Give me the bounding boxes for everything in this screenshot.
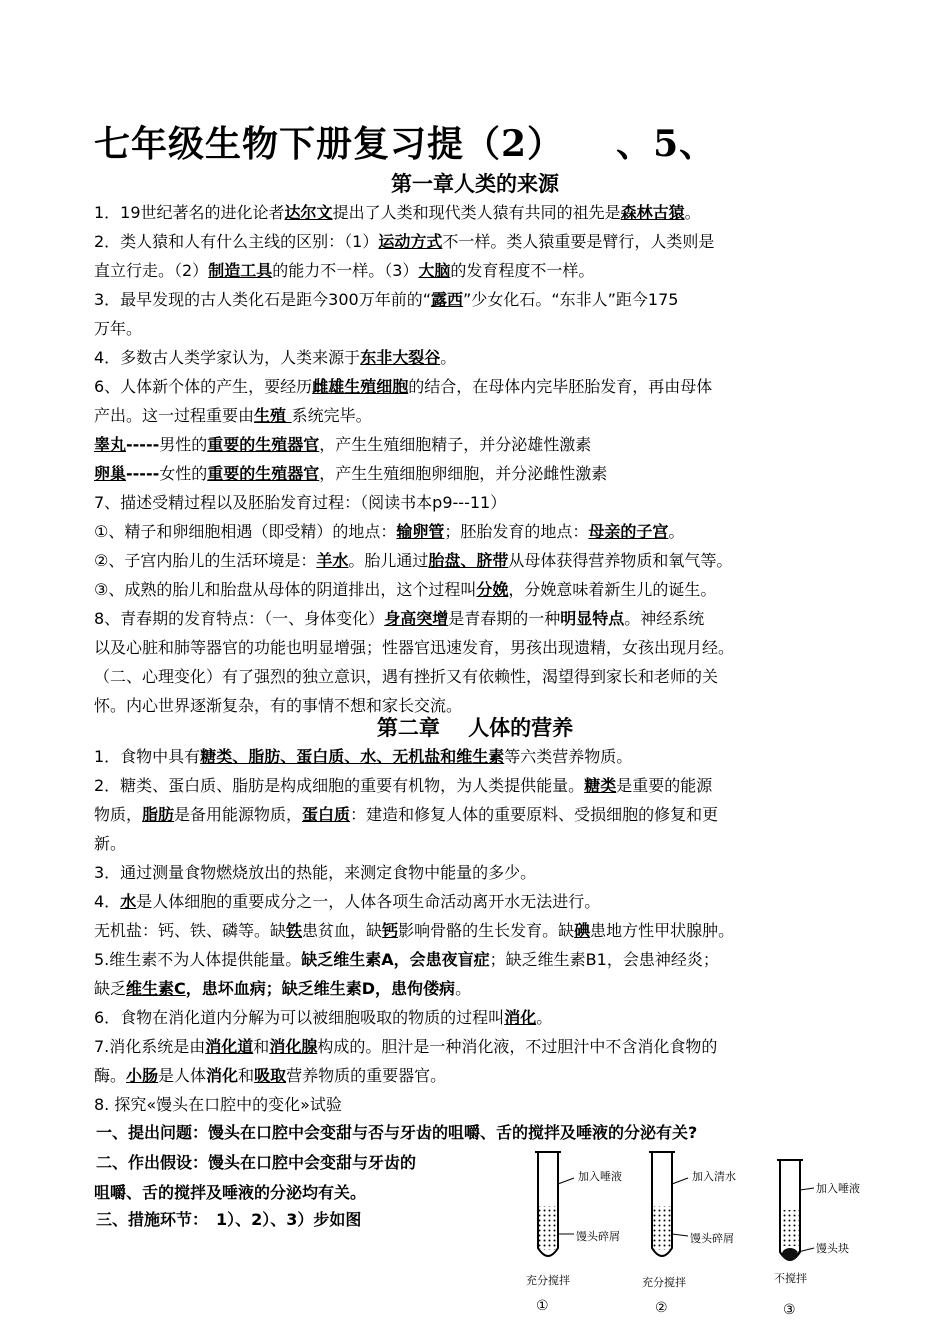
text-segment: 万年。 [94,319,143,338]
key-term: 运动方式 [378,232,443,251]
chapter1-line [94,314,864,343]
text-segment: 。 [455,979,472,998]
text-segment: 2．类人猿和人有什么主线的区别：（1） [94,232,379,251]
emphasis-text: 消化 [206,1066,239,1085]
text-segment: 不一样。类人猿重要是臂行，人类则是 [442,232,715,251]
text-segment: （二、心理变化）有了强烈的独立意识，遇有挫折又有依赖性，渴望得到家长和老师的关 [94,667,719,686]
text-segment: 以及心脏和肺等器官的功能也明显增强；性器官迅速发育，男孩出现遗精，女孩出现月经。 [94,638,735,657]
chapter2-line [94,829,864,858]
chapter1-line [94,546,864,575]
text-segment: 8、青春期的发育特点：（一、身体变化） [94,609,385,628]
chapter1-line [94,401,864,430]
chapter1-body [94,198,864,720]
key-term: 卵巢 [94,464,127,483]
key-term: 消化腺 [269,1037,318,1056]
chapter2-line [94,1032,864,1061]
text-segment: 1．19世纪著名的进化论者 [94,203,285,222]
chapter1-line [94,517,864,546]
text-segment: 是重要的能源 [616,776,713,795]
text-segment: 7、描述受精过程以及胚胎发育过程：（阅读书本p9---11） [94,493,507,512]
tube-1-number: ① [536,1298,549,1314]
chapter1-line [94,662,864,691]
tube-1-content-label: 馒头碎屑 [576,1230,620,1243]
chapter1-line [94,285,864,314]
text-segment: 系统完毕。 [291,406,372,425]
tube-1-add-label: 加入唾液 [578,1170,622,1183]
chapter1-line [94,372,864,401]
text-segment: 酶。 [94,1066,127,1085]
text-segment: 等六类营养物质。 [504,747,633,766]
tube-3-action-label: 不搅拌 [774,1272,807,1285]
text-segment: 营养物质的重要器官。 [286,1066,447,1085]
text-segment: 的发育程度不一样。 [450,261,595,280]
experiment-question: 一、提出问题：馒头在口腔中会变甜与否与牙齿的咀嚼、舌的搅拌及唾液的分泌有关? [96,1123,698,1142]
key-term: 糖类 [584,776,617,795]
key-term: 铁 [286,921,303,940]
key-term: 露西 [431,290,464,309]
key-term: 母亲的子宫 [588,522,669,541]
text-segment: 6、人体新个体的产生，要经历 [94,377,313,396]
experiment-hypothesis-2: 咀嚼、舌的搅拌及唾液的分泌均有关。 [94,1183,367,1202]
text-segment: 5.维生素不为人体提供能量。 [94,950,302,969]
text-segment: 1．食物中具有 [94,747,201,766]
test-tube-3 [774,1160,860,1318]
chapter2-line [94,974,864,1003]
chapter2-line [94,800,864,829]
title-main: 七年级生物下册复习提（2） [94,123,565,165]
text-segment: 物质， [94,805,143,824]
chapter2-body [94,742,864,1119]
text-segment: 。 [536,1008,553,1027]
key-term: 大脑 [418,261,451,280]
key-term: 分娩 [476,580,509,599]
chapter1-line [94,459,864,488]
text-segment: 是备用能源物质， [174,805,303,824]
emphasis-text: 缺乏维生素A，会患夜盲症 [301,950,490,969]
key-term: 胎盘、脐带 [428,551,509,570]
text-segment: 和 [253,1037,270,1056]
text-segment: 。 [684,203,701,222]
text-segment: 产出。这一过程重要由 [94,406,255,425]
key-term: 身高突增 [384,609,449,628]
chapter2-line [94,1061,864,1090]
chapter2-line [94,887,864,916]
chapter1-line [94,488,864,517]
emphasis-text: 明显特点 [560,609,625,628]
key-term: 糖类、脂肪、蛋白质、水、无机盐和维生素 [200,747,505,766]
text-segment: 患贫血，缺 [302,921,383,940]
chapter1-title: 第一章人类的来源 [391,171,559,196]
key-term: 碘 [574,921,591,940]
test-tube-figure [522,1148,862,1328]
tube-2-number: ② [655,1300,668,1316]
chapter1-line [94,256,864,285]
text-segment: 患地方性甲状腺肿。 [590,921,735,940]
tube-1-action-label: 充分搅拌 [526,1274,570,1287]
text-segment: 的结合，在母体内完毕胚胎发育，再由母体 [408,377,713,396]
tube-2-content-label: 馒头碎屑 [690,1232,734,1245]
text-segment: 是青春期的一种 [448,609,561,628]
tube-3-contents [781,1210,799,1246]
key-term: 脂肪 [142,805,175,824]
title-suffix: 、5、 [616,123,717,165]
text-segment: 4． [94,892,121,911]
key-term: 达尔文 [284,203,333,222]
tube-2-contents [653,1206,671,1250]
text-segment: 缺乏 [94,979,127,998]
text-segment: 是人体 [158,1066,207,1085]
key-term: 蛋白质 [302,805,351,824]
text-segment: 男性的 [159,435,208,454]
text-segment: ②、子宫内胎儿的生活环境是： [94,551,317,570]
text-segment: 8. 探究«馒头在口腔中的变化»试验 [94,1095,342,1114]
test-tube-1 [526,1152,622,1314]
chapter2-line [94,742,864,771]
chapter2-title: 第二章 人体的营养 [376,715,574,740]
chapter2-line [94,858,864,887]
key-term: 消化 [504,1008,537,1027]
text-segment: ：建造和修复人体的重要原料、受损细胞的修复和更 [350,805,719,824]
chapter1-line [94,227,864,256]
test-tube-2 [642,1152,736,1316]
tube-1-contents [539,1206,557,1250]
text-segment: 和 [238,1066,255,1085]
text-segment: 7.消化系统是由 [94,1037,206,1056]
key-term: 制造工具 [208,261,273,280]
text-segment: 。 [440,348,457,367]
text-segment: 2．糖类、蛋白质、脂肪是构成细胞的重要有机物，为人类提供能量。 [94,776,585,795]
chapter2-line [94,1090,864,1119]
text-segment: ，产生生殖细胞精子，并分泌雄性激素 [319,435,592,454]
chapter1-line [94,198,864,227]
text-segment: 3．通过测量食物燃烧放出的热能，来测定食物中能量的多少。 [94,863,537,882]
tube-2-add-label: 加入清水 [692,1170,736,1183]
key-term: 消化道 [205,1037,254,1056]
text-segment: ①、精子和卵细胞相遇（即受精）的地点： [94,522,397,541]
chapter1-line [94,343,864,372]
text-segment: 提出了人类和现代类人猿有共同的祖先是 [332,203,621,222]
chapter1-line [94,430,864,459]
experiment-steps: 三、措施环节： 1）、2）、3）步如图 [96,1210,362,1229]
tube-3-content-label: 馒头块 [816,1242,849,1255]
text-segment: 怀。内心世界逐渐复杂，有的事情不想和家长交流。 [94,696,463,715]
text-segment: 。 [668,522,685,541]
text-segment: ；胚胎发育的地点： [444,522,589,541]
key-term: 重要的生殖器官 [207,435,320,454]
text-segment: 6．食物在消化道内分解为可以被细胞吸取的物质的过程叫 [94,1008,505,1027]
tube-3-bread-lump [782,1248,798,1260]
key-term: 输卵管 [396,522,445,541]
key-term: 重要的生殖器官 [207,464,320,483]
experiment-hypothesis-1: 二、作出假设：馒头在口腔中会变甜与牙齿的 [96,1153,417,1172]
key-term: 森林古猿 [620,203,685,222]
text-segment: 影响骨骼的生长发育。缺 [398,921,575,940]
chapter2-line [94,771,864,800]
text-segment: ，分娩意味着新生儿的诞生。 [508,580,717,599]
chapter2-line [94,945,864,974]
text-segment: 4．多数古人类学家认为，人类来源于 [94,348,361,367]
text-segment: ；缺乏维生素B1，会患神经炎； [489,950,719,969]
key-term: 水 [120,892,137,911]
tube-3-number: ③ [783,1302,796,1318]
key-term: 钙 [382,921,399,940]
text-segment: 直立行走。（2） [94,261,209,280]
text-segment: 的能力不一样。（3） [272,261,419,280]
key-term: 小肠 [126,1066,159,1085]
key-term: 生殖 [254,406,292,425]
text-segment: 无机盐：钙、铁、磷等。缺 [94,921,287,940]
emphasis-text: ，患坏血病；缺乏维生素D，患佝偻病 [185,979,456,998]
tube-2-action-label: 充分搅拌 [642,1276,686,1289]
key-term: 维生素C [126,979,186,998]
key-term: 羊水 [316,551,349,570]
text-segment: ，产生生殖细胞卵细胞，并分泌雌性激素 [319,464,608,483]
chapter1-line [94,604,864,633]
text-segment: ③、成熟的胎儿和胎盘从母体的阴道排出，这个过程叫 [94,580,477,599]
chapter2-line [94,916,864,945]
key-term: 吸取 [254,1066,287,1085]
text-segment: 新。 [94,834,127,853]
chapter1-line [94,633,864,662]
text-segment: ”少女化石。“东非人”距今175 [463,290,679,309]
document-title [94,116,716,167]
text-segment: 。胎儿通过 [348,551,429,570]
text-segment: 构成的。胆汁是一种消化液，不过胆汁中不含消化食物的 [317,1037,718,1056]
key-term: 东非大裂谷 [360,348,441,367]
emphasis-text: ----- [126,435,160,454]
text-segment: 。神经系统 [624,609,705,628]
text-segment: 从母体获得营养物质和氧气等。 [508,551,733,570]
text-segment: 3．最早发现的古人类化石是距今300万年前的“ [94,290,432,309]
text-segment: 女性的 [159,464,208,483]
key-term: 雌雄生殖细胞 [312,377,409,396]
tube-3-add-label: 加入唾液 [816,1182,860,1195]
chapter2-line [94,1003,864,1032]
key-term: 睾丸 [94,435,127,454]
chapter1-line [94,575,864,604]
text-segment: 是人体细胞的重要成分之一，人体各项生命活动离开水无法进行。 [136,892,601,911]
emphasis-text: ----- [126,464,160,483]
